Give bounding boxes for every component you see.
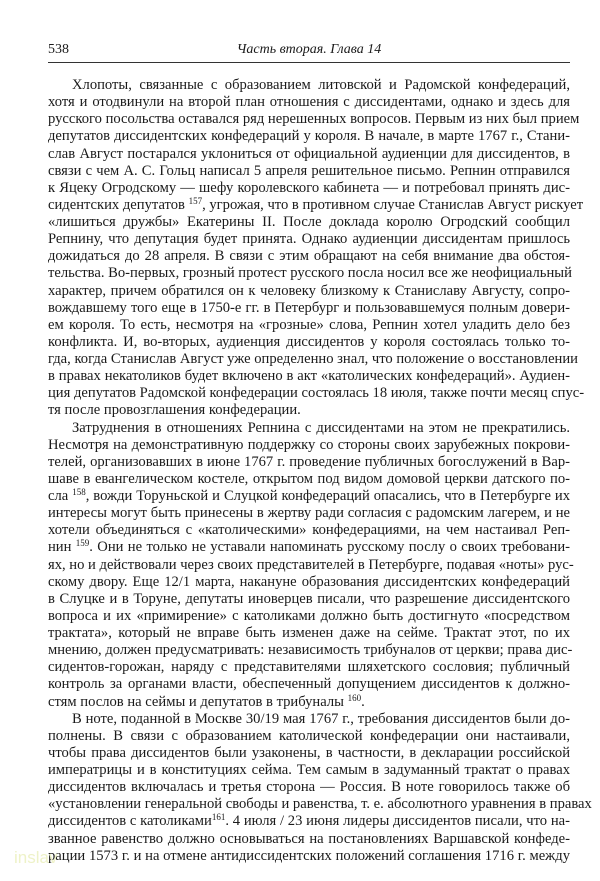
text-segment: вопроса и их «примирение» с католиками должно быть достигнуто «посредством bbox=[48, 607, 570, 624]
text-segment: ция депутатов Радомской конфедерации состоялась 18 июля, также почти месяц спус- bbox=[48, 385, 585, 402]
text-line bbox=[48, 128, 570, 145]
text-line bbox=[48, 317, 570, 334]
text-line bbox=[48, 195, 584, 214]
text-line bbox=[48, 556, 574, 574]
text-segment: слав Август постарался уклониться от официальной аудиенции для диссидентов, в bbox=[48, 145, 570, 162]
page-body bbox=[48, 77, 592, 865]
text-line bbox=[48, 283, 570, 300]
text-segment: сидентов-горожан, наряду с представителями шляхетского сословия; публичный bbox=[48, 659, 570, 676]
text-line bbox=[48, 385, 585, 402]
footnote-ref: 158 bbox=[72, 487, 86, 497]
text-segment: рации 1573 г. и на отмене антидиссидентских положений соглашения 1716 г. между bbox=[48, 847, 570, 864]
text-segment: ях, но и действовали через своих представителей в Петербурге, подавая «ноты» рус- bbox=[48, 556, 574, 573]
footnote-ref: 160 bbox=[347, 692, 362, 703]
text-line bbox=[48, 779, 570, 796]
text-segment: русского посольства оставался ряд нерешенных вопросов. Первым из них был прием bbox=[48, 111, 580, 128]
text-line bbox=[48, 146, 570, 163]
text-line bbox=[48, 351, 578, 368]
text-line bbox=[48, 454, 570, 471]
text-line bbox=[48, 625, 570, 642]
text-line bbox=[48, 848, 570, 865]
text-line bbox=[48, 813, 570, 830]
text-line bbox=[48, 591, 570, 608]
text-segment: вождавшему того еще в 1750-е гг. в Петербург и пользовавшемуся полным довери- bbox=[48, 299, 570, 316]
text-segment: диссидентов включалась и третья сторона — Россия. В ноте говорилось также об bbox=[48, 779, 570, 796]
text-segment: связи с чем А. С. Гольц написал 5 апреля решительное письмо. Репнин отправился bbox=[48, 162, 570, 179]
text-segment: шаве в евангелическом костеле, открытом под видом домовой церкви датского по- bbox=[48, 470, 570, 487]
text-line bbox=[48, 745, 570, 762]
text-segment: контроль за органами власти, обеспеченный допущением диссидентов к должно- bbox=[48, 676, 570, 693]
text-segment: скому двору. Еще 12/1 марта, накануне образования диссидентских конфедераций bbox=[48, 573, 570, 590]
text-segment: сидентских депутатов bbox=[48, 196, 189, 213]
text-segment: , вожди Торуньской и Слуцкой конфедераций опасались, что в Петербурге их bbox=[85, 488, 570, 504]
footnote-ref: 159 bbox=[75, 538, 90, 549]
text-segment: . bbox=[361, 693, 365, 710]
text-segment: «лишиться дружбы» Екатерины II. После доклада королю Огродский сообщил bbox=[48, 214, 570, 230]
page-number: 538 bbox=[48, 42, 69, 57]
text-line bbox=[48, 796, 592, 813]
text-segment: В ноте, поданной в Москве 30/19 мая 1767 г., требования диссидентов были до- bbox=[72, 710, 570, 727]
text-segment: сла bbox=[48, 488, 73, 504]
text-segment: характер, причем обратился он к человеку близкому к Станиславу Августу, сопро- bbox=[48, 282, 570, 299]
text-segment: телей, организовавших в июне 1767 г. проведение публичных богослужений в Вар- bbox=[48, 453, 570, 470]
text-segment: Репнину, что депутация будет принята. Однако аудиенции диссидентам пришлось bbox=[48, 231, 570, 248]
text-segment: Затруднения в отношениях Репнина с диссидентами на этом не прекратились. bbox=[72, 419, 570, 436]
text-segment: тя после провозглашения конфедерации. bbox=[48, 402, 301, 419]
text-segment: нин bbox=[48, 539, 76, 556]
footnote-ref: 161 bbox=[211, 812, 226, 823]
paragraph bbox=[48, 419, 574, 711]
text-line bbox=[48, 711, 570, 728]
text-segment: императрицы и в конституциях сейма. Тем самым в задуманный трактат о правах bbox=[48, 762, 570, 778]
text-segment: трактата», который не вправе быть изменен даже на сейме. Трактат этот, по их bbox=[48, 625, 570, 641]
text-line bbox=[48, 163, 570, 180]
text-segment: , угрожая, что в противном случае Станислав Август рискует bbox=[202, 196, 584, 213]
text-line bbox=[48, 488, 570, 505]
text-segment: к Яцеку Огродскому — шефу королевского кабинета — и потребовал принять дис- bbox=[48, 179, 570, 196]
text-line bbox=[48, 471, 570, 488]
text-line bbox=[48, 505, 570, 522]
text-segment: хотели объединяться с «католическими» конфедерациями, на чем настаивал Реп- bbox=[48, 522, 570, 539]
text-line bbox=[48, 762, 570, 779]
text-segment: . 4 июля / 23 июня лидеры диссидентов писали, что на- bbox=[225, 813, 571, 830]
text-segment: в правах некатоликов будет включено в акт «католических конфедераций». Аудиен- bbox=[48, 368, 570, 385]
text-segment: чтобы права диссидентов были узаконены, в частности, в декларации российской bbox=[48, 744, 570, 761]
text-segment: в Слуцке и в Торуне, депутаты иноверцев писали, что разрешение диссидентского bbox=[48, 590, 570, 607]
text-segment: гда, когда Станислав Август уже определенно знал, что положение о восстановлении bbox=[48, 351, 578, 367]
text-segment: тельства. Во-первых, грозный протест русского посла носил все же неофициальный bbox=[48, 265, 572, 282]
text-line bbox=[48, 77, 570, 94]
text-segment: депутатов диссидентских конфедераций у короля. В начале, в марте 1767 г., Стани- bbox=[48, 128, 570, 145]
text-segment: диссидентов с католиками bbox=[48, 813, 212, 830]
text-segment: Хлопоты, связанные с образованием литовской и Радомской конфедераций, bbox=[72, 77, 570, 93]
text-line bbox=[48, 94, 570, 111]
text-line bbox=[48, 420, 570, 437]
text-segment: «установлении генеральной свободы и равенства, т. е. абсолютного уравнения в правах bbox=[48, 796, 592, 813]
text-line bbox=[48, 437, 570, 454]
text-line bbox=[48, 402, 570, 419]
text-line bbox=[48, 574, 570, 591]
text-line bbox=[48, 694, 570, 711]
paragraph bbox=[48, 710, 592, 865]
text-line bbox=[48, 831, 570, 848]
text-segment: мнению, должен предусматривать: независимость трибуналов от церкви; права дис- bbox=[48, 642, 573, 659]
running-title: Часть вторая. Глава 14 bbox=[236, 42, 382, 57]
text-line bbox=[48, 659, 570, 676]
text-line bbox=[48, 539, 570, 556]
text-line bbox=[48, 214, 570, 231]
text-line bbox=[48, 608, 570, 625]
text-line bbox=[48, 676, 570, 693]
text-line bbox=[48, 368, 570, 385]
paragraph bbox=[48, 77, 585, 420]
text-line bbox=[48, 300, 570, 317]
text-line bbox=[48, 111, 580, 128]
text-segment: ем короля. То есть, несмотря на «грозные» слова, Репнин хотел уладить дело без bbox=[48, 316, 570, 333]
text-line bbox=[48, 248, 570, 265]
text-segment: интересы могут быть принесены в жертву ради согласия с радомским лагерем, и не bbox=[48, 505, 570, 522]
text-line bbox=[48, 728, 570, 745]
text-segment: стям послов на сеймы и депутатов в трибуналы bbox=[48, 693, 348, 710]
text-segment: Несмотря на демонстративную поддержку со стороны своих зарубежных покрови- bbox=[48, 436, 570, 453]
footnote-ref: 157 bbox=[188, 195, 203, 206]
text-segment: дожидаться до 28 апреля. В связи с этим обращают на себя внимание два обстоя- bbox=[48, 248, 570, 265]
text-line bbox=[48, 334, 570, 351]
text-line bbox=[48, 231, 570, 248]
page-header bbox=[48, 42, 570, 63]
text-line bbox=[48, 265, 570, 282]
text-segment: конфликта. И, во-вторых, аудиенция диссидентов у короля состоялась только то- bbox=[48, 333, 570, 350]
watermark: inslav bbox=[14, 848, 58, 867]
text-line bbox=[48, 180, 570, 197]
text-segment: хотя и отодвинули на второй план отношения с диссидентами, однако и здесь для bbox=[48, 94, 570, 111]
text-segment: званное равенство должно основываться на постановлениях Варшавской конфеде- bbox=[48, 830, 570, 847]
text-line bbox=[48, 522, 570, 539]
text-line bbox=[48, 642, 573, 659]
text-segment: . Они не только не уставали напоминать русскому послу о своих требовани- bbox=[89, 539, 570, 556]
text-segment: полнены. В связи с образованием католической конфедерации они настаивали, bbox=[48, 727, 570, 744]
